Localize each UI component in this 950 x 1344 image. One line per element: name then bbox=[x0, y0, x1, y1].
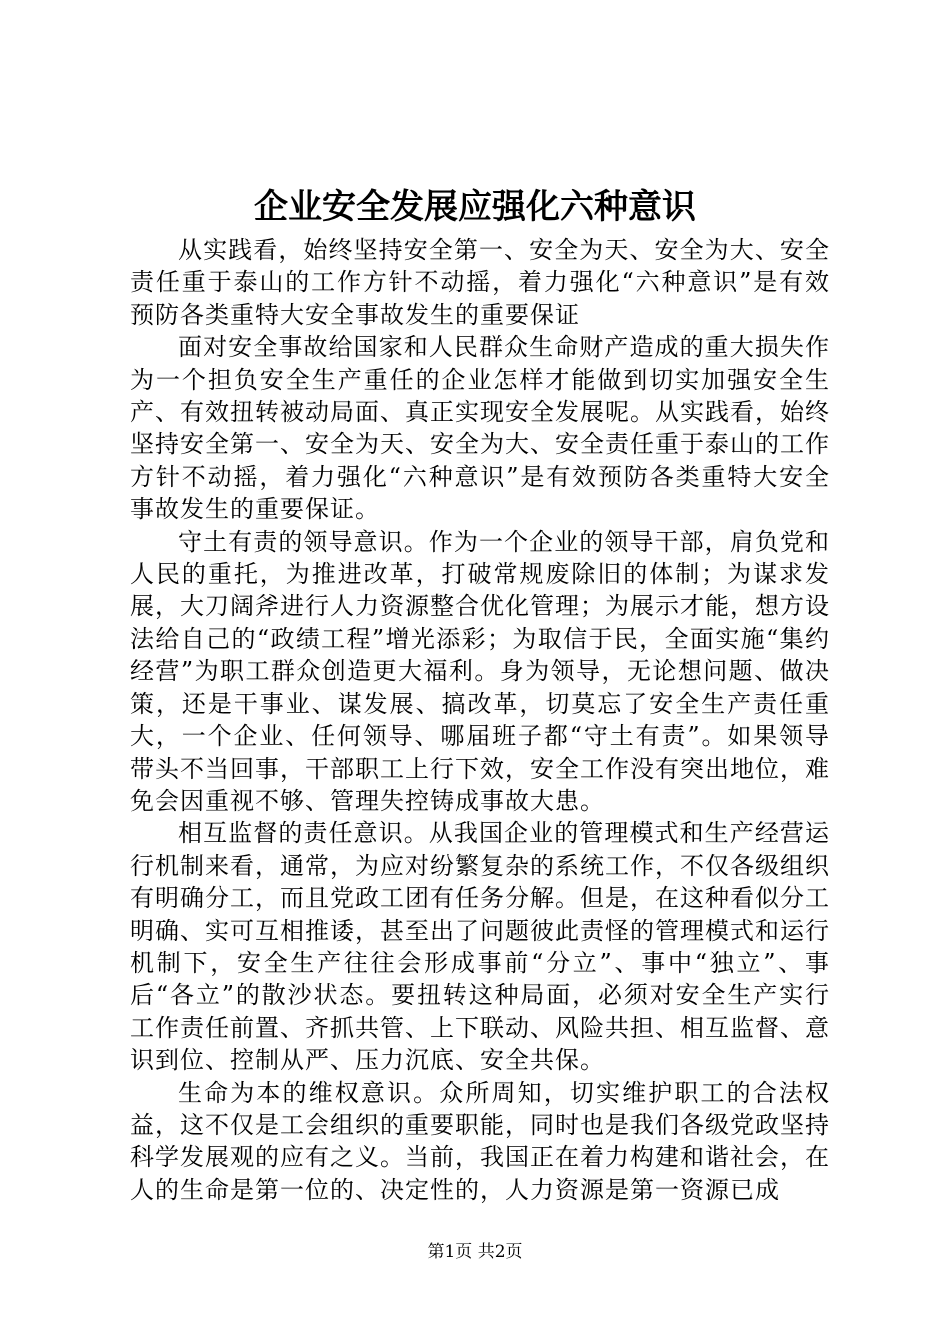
paragraph-leadership-awareness: 守土有责的领导意识。作为一个企业的领导干部，肩负党和人民的重托，为推进改革，打破常规废除旧的体制；为谋求发展，大刀阔斧进行人力资源整合优化管理；为展示才能，想方设法给自己的“政绩工程”增光添彩；为取信于民，全面实施“集约经营”为职工群众创造更大福利。身为领导，无论想问题、做决策，还是干事业、谋发展、搞改革，切莫忘了安全生产责任重大，一个企业、任何领导、哪届班子都“守土有责”。如果领导带头不当回事，干部职工上行下效，安全工作没有突出地位，难免会因重视不够、管理失控铸成事故大患。 bbox=[130, 527, 830, 815]
document-body bbox=[130, 234, 830, 1206]
page-number-footer: 第1页 共2页 bbox=[427, 1242, 523, 1262]
document-title: 企业安全发展应强化六种意识 bbox=[254, 187, 696, 227]
paragraph-intro: 从实践看，始终坚持安全第一、安全为天、安全为大、安全责任重于泰山的工作方针不动摇，着力强化“六种意识”是有效预防各类重特大安全事故发生的重要保证 bbox=[130, 236, 830, 329]
paragraph-life-first: 生命为本的维权意识。众所周知，切实维护职工的合法权益，这不仅是工会组织的重要职能，同时也是我们各级党政坚持科学发展观的应有之义。当前，我国正在着力构建和谐社会，在人的生命是第一位的、决定性的，人力资源是第一资源已成 bbox=[130, 1078, 830, 1204]
paragraph-question: 面对安全事故给国家和人民群众生命财产造成的重大损失作为一个担负安全生产重任的企业怎样才能做到切实加强安全生产、有效扭转被动局面、真正实现安全发展呢。从实践看，始终坚持安全第一、安全为天、安全为大、安全责任重于泰山的工作方针不动摇，着力强化“六种意识”是有效预防各类重特大安全事故发生的重要保证。 bbox=[130, 333, 830, 524]
paragraph-mutual-supervision: 相互监督的责任意识。从我国企业的管理模式和生产经营运行机制来看，通常，为应对纷繁复杂的系统工作，不仅各级组织有明确分工，而且党政工团有任务分解。但是，在这种看似分工明确、实可互相推诿，甚至出了问题彼此责怪的管理模式和运行机制下，安全生产往往会形成事前“分立”、事中“独立”、事后“各立”的散沙状态。要扭转这种局面，必须对安全生产实行工作责任前置、齐抓共管、上下联动、风险共担、相互监督、意识到位、控制从严、压力沉底、安全共保。 bbox=[130, 819, 830, 1075]
